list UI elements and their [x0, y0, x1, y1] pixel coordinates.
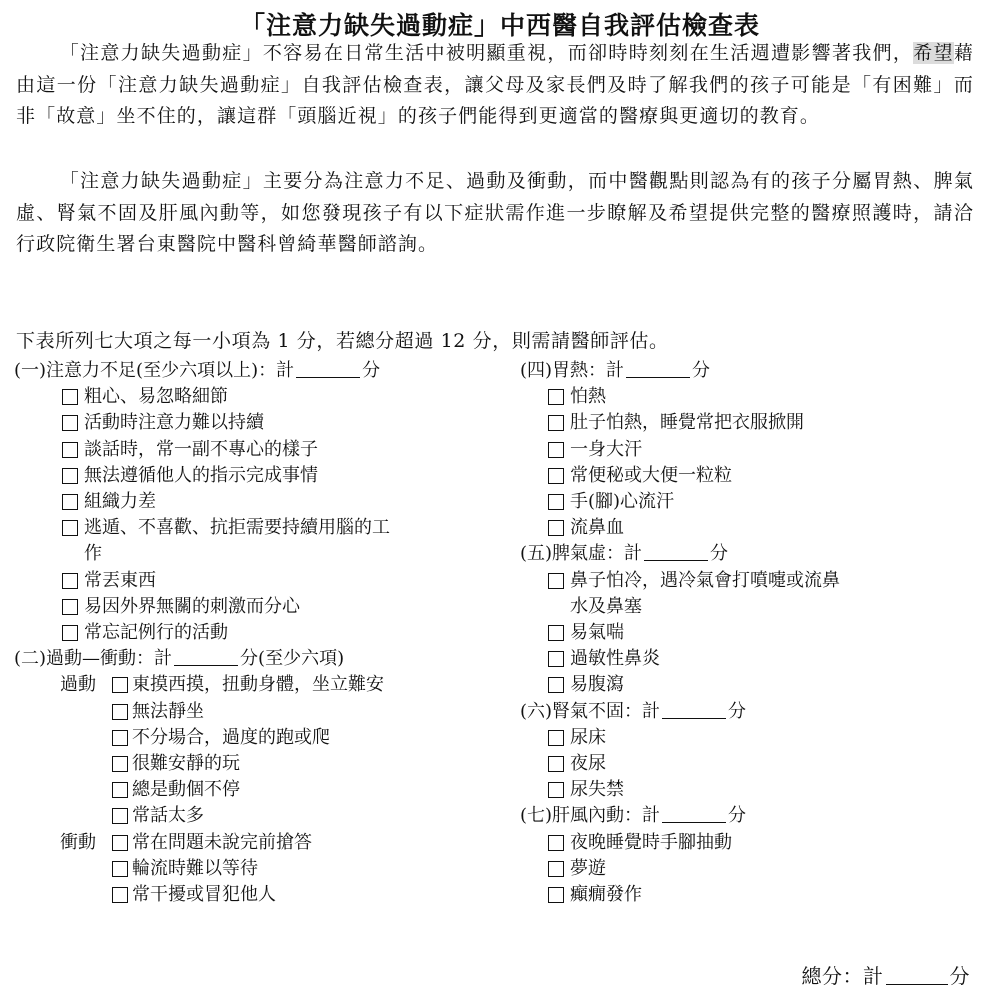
total-score [802, 960, 971, 989]
checkbox[interactable] [112, 782, 128, 798]
checklist-item [520, 751, 990, 777]
item-label: 粗心、易忽略細節 [84, 386, 228, 408]
checkbox[interactable] [62, 468, 78, 484]
item-label: 不分場合，過度的跑或爬 [132, 726, 330, 748]
checklist-item [14, 384, 524, 410]
item-label: 過敏性鼻炎 [570, 648, 660, 670]
checkbox[interactable] [548, 573, 564, 589]
checklist-item [520, 672, 990, 698]
checklist-item [520, 489, 990, 515]
checklist-item [14, 882, 524, 908]
checklist-item [520, 515, 990, 541]
score-unit: 分 [710, 543, 729, 565]
section-title: (五)脾氣虛：計 [520, 543, 643, 565]
checklist-item [520, 568, 990, 594]
checkbox[interactable] [112, 756, 128, 772]
checkbox[interactable] [62, 415, 78, 431]
checklist-item [14, 699, 524, 725]
item-continuation: 作 [84, 543, 102, 565]
checklist-item [520, 725, 990, 751]
checklist-item [14, 594, 524, 620]
item-label: 夢遊 [570, 857, 606, 879]
section-1-header [14, 358, 524, 384]
checkbox[interactable] [62, 599, 78, 615]
intro-paragraph-1 [16, 38, 974, 133]
checkbox[interactable] [112, 677, 128, 693]
checkbox[interactable] [548, 651, 564, 667]
item-label: 尿失禁 [570, 779, 624, 801]
checkbox[interactable] [548, 415, 564, 431]
total-unit: 分 [949, 964, 970, 988]
checkbox[interactable] [548, 782, 564, 798]
score-blank[interactable] [626, 359, 690, 378]
checkbox[interactable] [548, 389, 564, 405]
item-label: 一身大汗 [570, 438, 642, 460]
item-label: 無法靜坐 [132, 700, 204, 722]
item-label: 鼻子怕冷，遇冷氣會打噴嚏或流鼻 [570, 569, 840, 591]
section-title: (一)注意力不足(至少六項以上)：計 [14, 360, 295, 381]
score-blank[interactable] [174, 647, 238, 666]
impulsivity-tag: 衝動 [60, 831, 96, 853]
item-label: 怕熱 [570, 386, 606, 408]
score-unit: 分 [692, 360, 711, 381]
item-label: 東摸西摸，扭動身體，坐立難安 [132, 674, 384, 696]
checklist-item [14, 751, 524, 777]
checkbox[interactable] [112, 835, 128, 851]
checklist-item [520, 646, 990, 672]
checklist-item [14, 672, 524, 698]
checklist-item [520, 463, 990, 489]
section-7-header [520, 803, 990, 829]
checkbox[interactable] [548, 468, 564, 484]
total-label: 總分：計 [801, 964, 884, 988]
section-title: (四)胃熱：計 [520, 360, 625, 381]
item-continuation: 水及鼻塞 [570, 595, 642, 617]
item-label: 活動時注意力難以持續 [84, 412, 264, 434]
section-title: (二)過動—衝動：計 [14, 648, 173, 670]
item-label: 常丟東西 [84, 569, 156, 591]
score-blank[interactable] [644, 542, 708, 561]
section-6-header [520, 699, 990, 725]
checklist-item [520, 620, 990, 646]
section-title: (七)肝風內動：計 [520, 805, 661, 827]
checklist-item [14, 489, 524, 515]
item-label: 談話時，常一副不專心的樣子 [84, 438, 318, 460]
checkbox[interactable] [548, 861, 564, 877]
item-label: 組織力差 [84, 491, 156, 513]
item-label: 易氣喘 [570, 622, 624, 644]
checklist-item [520, 384, 990, 410]
checkbox[interactable] [112, 808, 128, 824]
item-label: 逃遁、不喜歡、抗拒需要持續用腦的工 [84, 517, 390, 539]
checkbox[interactable] [112, 730, 128, 746]
checkbox[interactable] [62, 494, 78, 510]
score-unit: 分 [728, 805, 747, 827]
checklist-item [14, 725, 524, 751]
checkbox[interactable] [62, 625, 78, 641]
score-blank[interactable] [662, 700, 726, 719]
checkbox[interactable] [62, 573, 78, 589]
checkbox[interactable] [548, 625, 564, 641]
item-label: 易因外界無關的刺激而分心 [84, 595, 300, 617]
checklist-item [14, 515, 524, 541]
score-blank[interactable] [296, 359, 360, 378]
item-label: 肚子怕熱，睡覺常把衣服掀開 [570, 412, 804, 434]
total-score-blank[interactable] [886, 966, 948, 985]
checklist-item [14, 777, 524, 803]
item-label: 常忘記例行的活動 [84, 622, 228, 644]
item-label: 常在問題未說完前搶答 [132, 831, 312, 853]
item-label: 常干擾或冒犯他人 [132, 884, 276, 906]
checklist-item [14, 410, 524, 436]
checkbox[interactable] [548, 442, 564, 458]
item-label: 常便秘或大便一粒粒 [570, 464, 732, 486]
checklist-item [520, 856, 990, 882]
score-blank[interactable] [662, 804, 726, 823]
checkbox[interactable] [548, 835, 564, 851]
score-unit: 分 [728, 700, 747, 722]
checkbox[interactable] [548, 756, 564, 772]
checkbox[interactable] [62, 442, 78, 458]
checkbox[interactable] [112, 704, 128, 720]
hyperactivity-tag: 過動 [60, 674, 96, 696]
item-label: 無法遵循他人的指示完成事情 [84, 464, 318, 486]
checkbox[interactable] [548, 887, 564, 903]
section-4-header [520, 358, 990, 384]
checkbox[interactable] [62, 520, 78, 536]
scoring-rule: 下表所列七大項之每一小項為 1 分，若總分超過 12 分，則需請醫師評估。 [16, 330, 669, 352]
checklist-item [520, 830, 990, 856]
item-label: 夜尿 [570, 753, 606, 775]
intro-paragraph-2: 「注意力缺失過動症」主要分為注意力不足、過動及衝動，而中醫觀點則認為有的孩子分屬胃熱、脾氣虛、腎氣不固及肝風內動等，如您發現孩子有以下症狀需作進一步瞭解及希望提供完整的醫療照護時，請洽行政院衛生署台東醫院中醫科曾綺華醫師諮詢。 [16, 170, 974, 255]
intro-text: 藉由這一份「注意力缺失過動症」自我評估檢查表，讓父母及家長們及時了解我們的孩子可能是「有困難」而非「故意」坐不住的，讓這群「頭腦近視」的孩子們能得到更適當的醫療與更適切的教育。 [16, 42, 975, 127]
checkbox[interactable] [548, 520, 564, 536]
checklist-item [14, 437, 524, 463]
checklist-item [520, 882, 990, 908]
item-label: 夜晚睡覺時手腳抽動 [570, 831, 732, 853]
right-column [520, 358, 990, 908]
item-label: 手(腳)心流汗 [570, 491, 675, 513]
checkbox[interactable] [548, 730, 564, 746]
checklist-item [14, 803, 524, 829]
item-label: 尿床 [570, 726, 606, 748]
checklist-item [14, 856, 524, 882]
checklist-item [520, 410, 990, 436]
section-title: (六)腎氣不固：計 [520, 700, 661, 722]
checkbox[interactable] [548, 677, 564, 693]
item-label: 總是動個不停 [132, 779, 240, 801]
checkbox[interactable] [112, 861, 128, 877]
item-label: 輪流時難以等待 [132, 857, 258, 879]
checklist-item [14, 568, 524, 594]
item-label: 癲癇發作 [570, 884, 642, 906]
checkbox[interactable] [62, 389, 78, 405]
checklist-item [520, 777, 990, 803]
left-column [14, 358, 524, 908]
section-2-header [14, 646, 524, 672]
item-label: 易腹瀉 [570, 674, 624, 696]
checklist-item [14, 620, 524, 646]
section-5-header [520, 541, 990, 567]
checkbox[interactable] [112, 887, 128, 903]
score-unit: 分(至少六項) [240, 648, 345, 670]
checklist-item [14, 463, 524, 489]
intro-text: 「注意力缺失過動症」不容易在日常生活中被明顯重視，而卻時時刻刻在生活週遭影響著我們， [59, 42, 914, 64]
checkbox[interactable] [548, 494, 564, 510]
item-label: 很難安靜的玩 [132, 753, 240, 775]
checklist-item [520, 437, 990, 463]
item-label: 常話太多 [132, 805, 204, 827]
highlighted-text: 希望 [913, 42, 954, 64]
checklist-item [14, 830, 524, 856]
score-unit: 分 [362, 360, 381, 381]
page-title: 「注意力缺失過動症」中西醫自我評估檢查表 [239, 11, 760, 40]
item-label: 流鼻血 [570, 517, 624, 539]
